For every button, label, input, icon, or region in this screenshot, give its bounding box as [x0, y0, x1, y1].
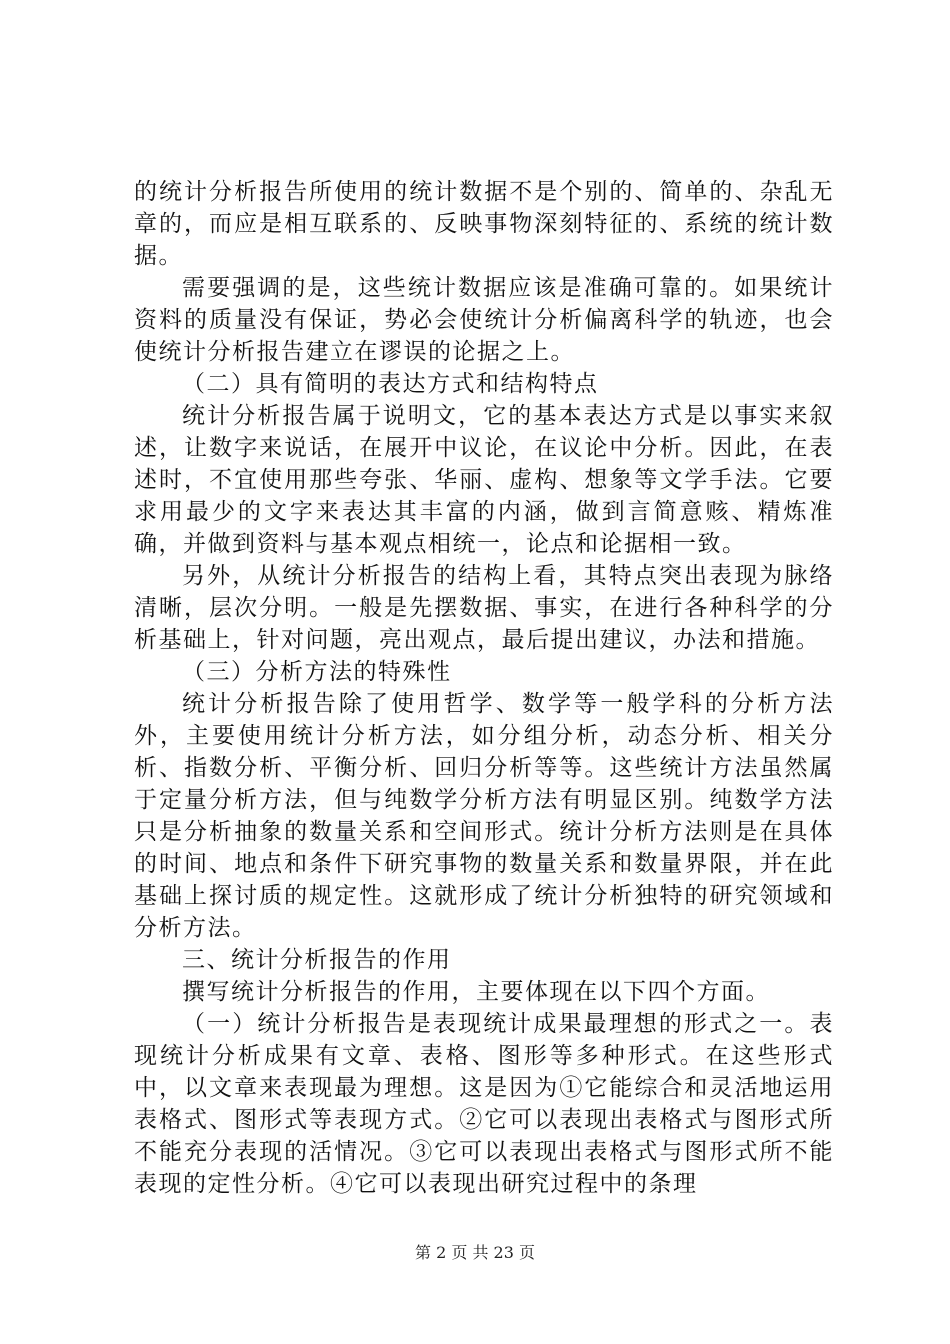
paragraph-structure: 另外，从统计分析报告的结构上看，其特点突出表现为脉络清晰，层次分明。一般是先摆数据、事实，在进行各种科学的分析基础上，针对问题，亮出观点，最后提出建议，办法和措施。 [134, 563, 834, 653]
section-heading-3: （三）分析方法的特殊性 [182, 659, 452, 685]
chapter-heading-role: 三、统计分析报告的作用 [182, 947, 452, 973]
paragraph-continuation: 的统计分析报告所使用的统计数据不是个别的、简单的、杂乱无章的，而应是相互联系的、反映事物深刻特征的、系统的统计数据。 [134, 179, 834, 269]
page-number-footer: 第 2 页 共 23 页 [415, 1243, 535, 1262]
section-heading-2: （二）具有简明的表达方式和结构特点 [182, 371, 599, 397]
paragraph-data-accuracy: 需要强调的是，这些统计数据应该是准确可靠的。如果统计资料的质量没有保证，势必会使统计分析偏离科学的轨迹，也会使统计分析报告建立在谬误的论据之上。 [134, 275, 834, 365]
paragraph-expression-style: 统计分析报告属于说明文，它的基本表达方式是以事实来叙述，让数字来说话，在展开中议论，在议论中分析。因此，在表述时，不宜使用那些夸张、华丽、虚构、想象等文学手法。它要求用最少的文字来表达其丰富的内涵，做到言简意赅、精炼准确，并做到资料与基本观点相统一，论点和论据相一致。 [134, 403, 834, 557]
paragraph-role-1: （一）统计分析报告是表现统计成果最理想的形式之一。表现统计分析成果有文章、表格、图形等多种形式。在这些形式中，以文章来表现最为理想。这是因为①它能综合和灵活地运用表格式、图形式等表现方式。②它可以表现出表格式与图形式所不能充分表现的活情况。③它可以表现出表格式与图形式所不能表现的定性分析。④它可以表现出研究过程中的条理 [134, 1011, 834, 1197]
paragraph-role-intro: 撰写统计分析报告的作用，主要体现在以下四个方面。 [182, 979, 770, 1005]
document-body [134, 176, 834, 1200]
paragraph-analysis-methods: 统计分析报告除了使用哲学、数学等一般学科的分析方法外，主要使用统计分析方法，如分组分析，动态分析、相关分析、指数分析、平衡分析、回归分析等等。这些统计方法虽然属于定量分析方法，但与纯数学分析方法有明显区别。纯数学方法只是分析抽象的数量关系和空间形式。统计分析方法则是在具体的时间、地点和条件下研究事物的数量关系和数量界限，并在此基础上探讨质的规定性。这就形成了统计分析独特的研究领域和分析方法。 [134, 691, 834, 941]
